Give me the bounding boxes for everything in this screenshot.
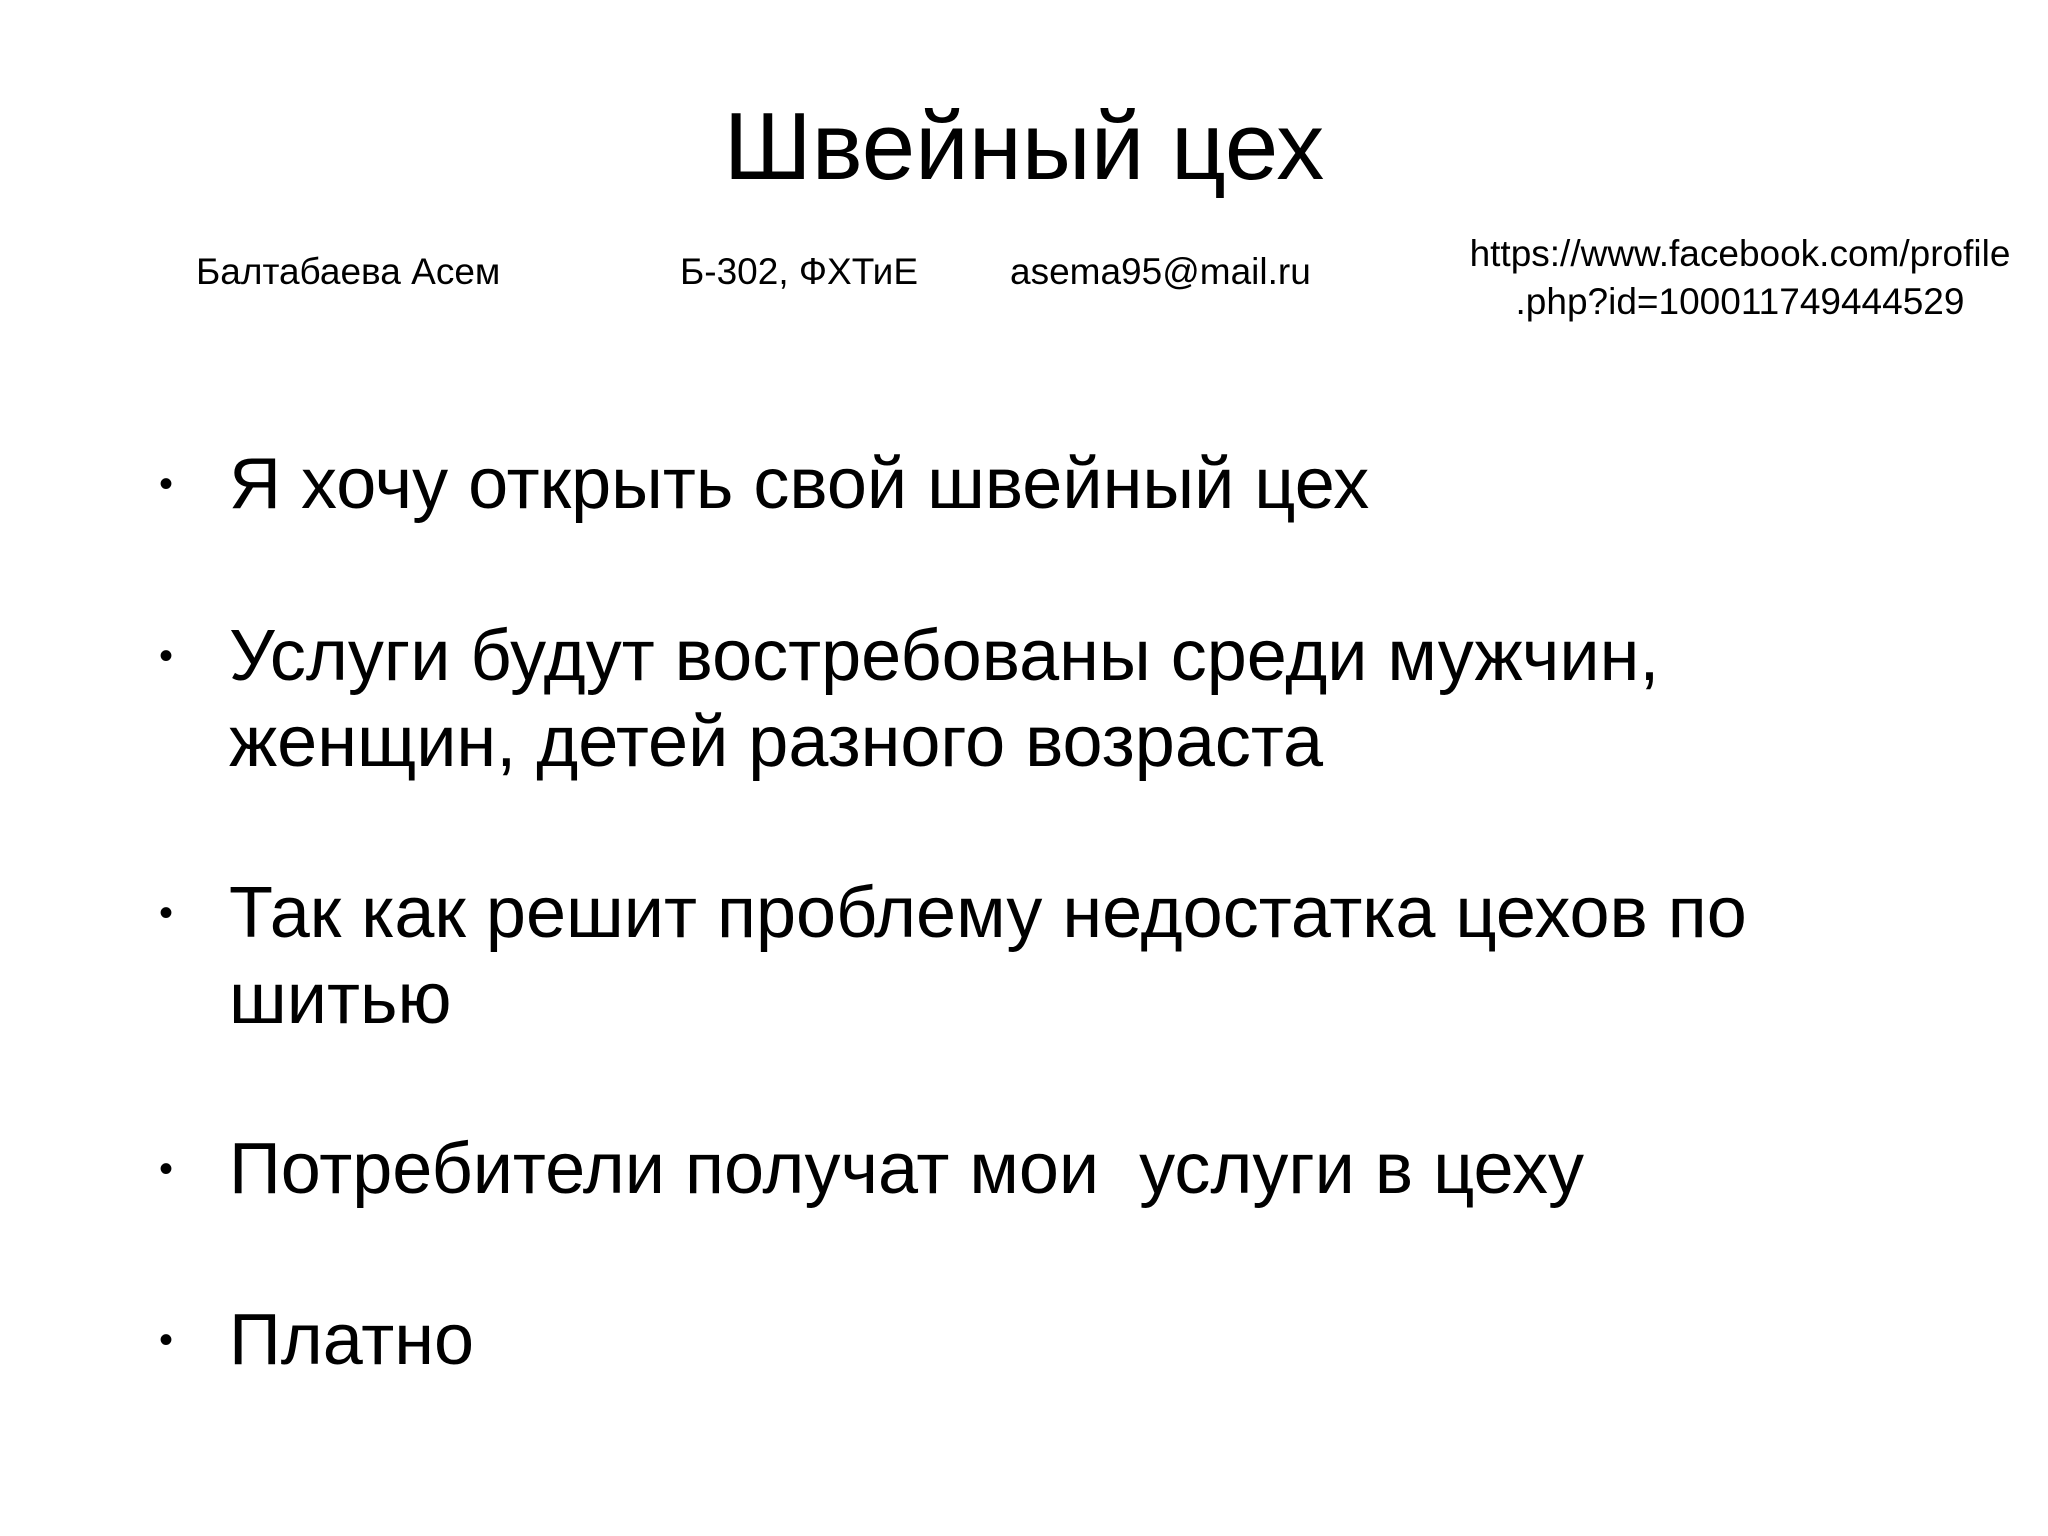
bullet-marker: • <box>159 1147 174 1191</box>
bullet-marker: • <box>159 891 174 935</box>
bullet-line: Услуги будут востребованы среди мужчин, <box>229 616 1660 696</box>
bullet-line: женщин, детей разного возраста <box>229 702 1324 782</box>
bullet-marker: • <box>159 634 174 678</box>
author-group: Б-302, ФХТиЕ <box>680 251 919 292</box>
bullet-text <box>229 613 1929 785</box>
bullet-line: Так как решит проблему недостатка цехов по <box>229 873 1747 953</box>
author-email: asema95@mail.ru <box>1010 251 1311 292</box>
slide-title: Швейный цех <box>723 93 1325 200</box>
bullet-line: Платно <box>229 1300 475 1380</box>
bullet-line: шитью <box>229 959 452 1039</box>
profile-url-line-1: https://www.facebook.com/profile <box>1469 233 2011 274</box>
profile-url-line-2: .php?id=100011749444529 <box>1515 281 1965 322</box>
bullet-text <box>229 441 1929 527</box>
bullet-text <box>229 1297 1929 1383</box>
bullet-marker: • <box>159 1318 174 1362</box>
bullet-line: Потребители получат мои услуги в цеху <box>229 1129 1584 1209</box>
author-name: Балтабаева Асем <box>196 251 501 292</box>
bullet-text <box>229 1126 1929 1212</box>
bullet-line: Я хочу открыть свой швейный цех <box>229 444 1370 524</box>
bullet-text <box>229 870 1929 1042</box>
bullet-marker: • <box>159 462 174 506</box>
